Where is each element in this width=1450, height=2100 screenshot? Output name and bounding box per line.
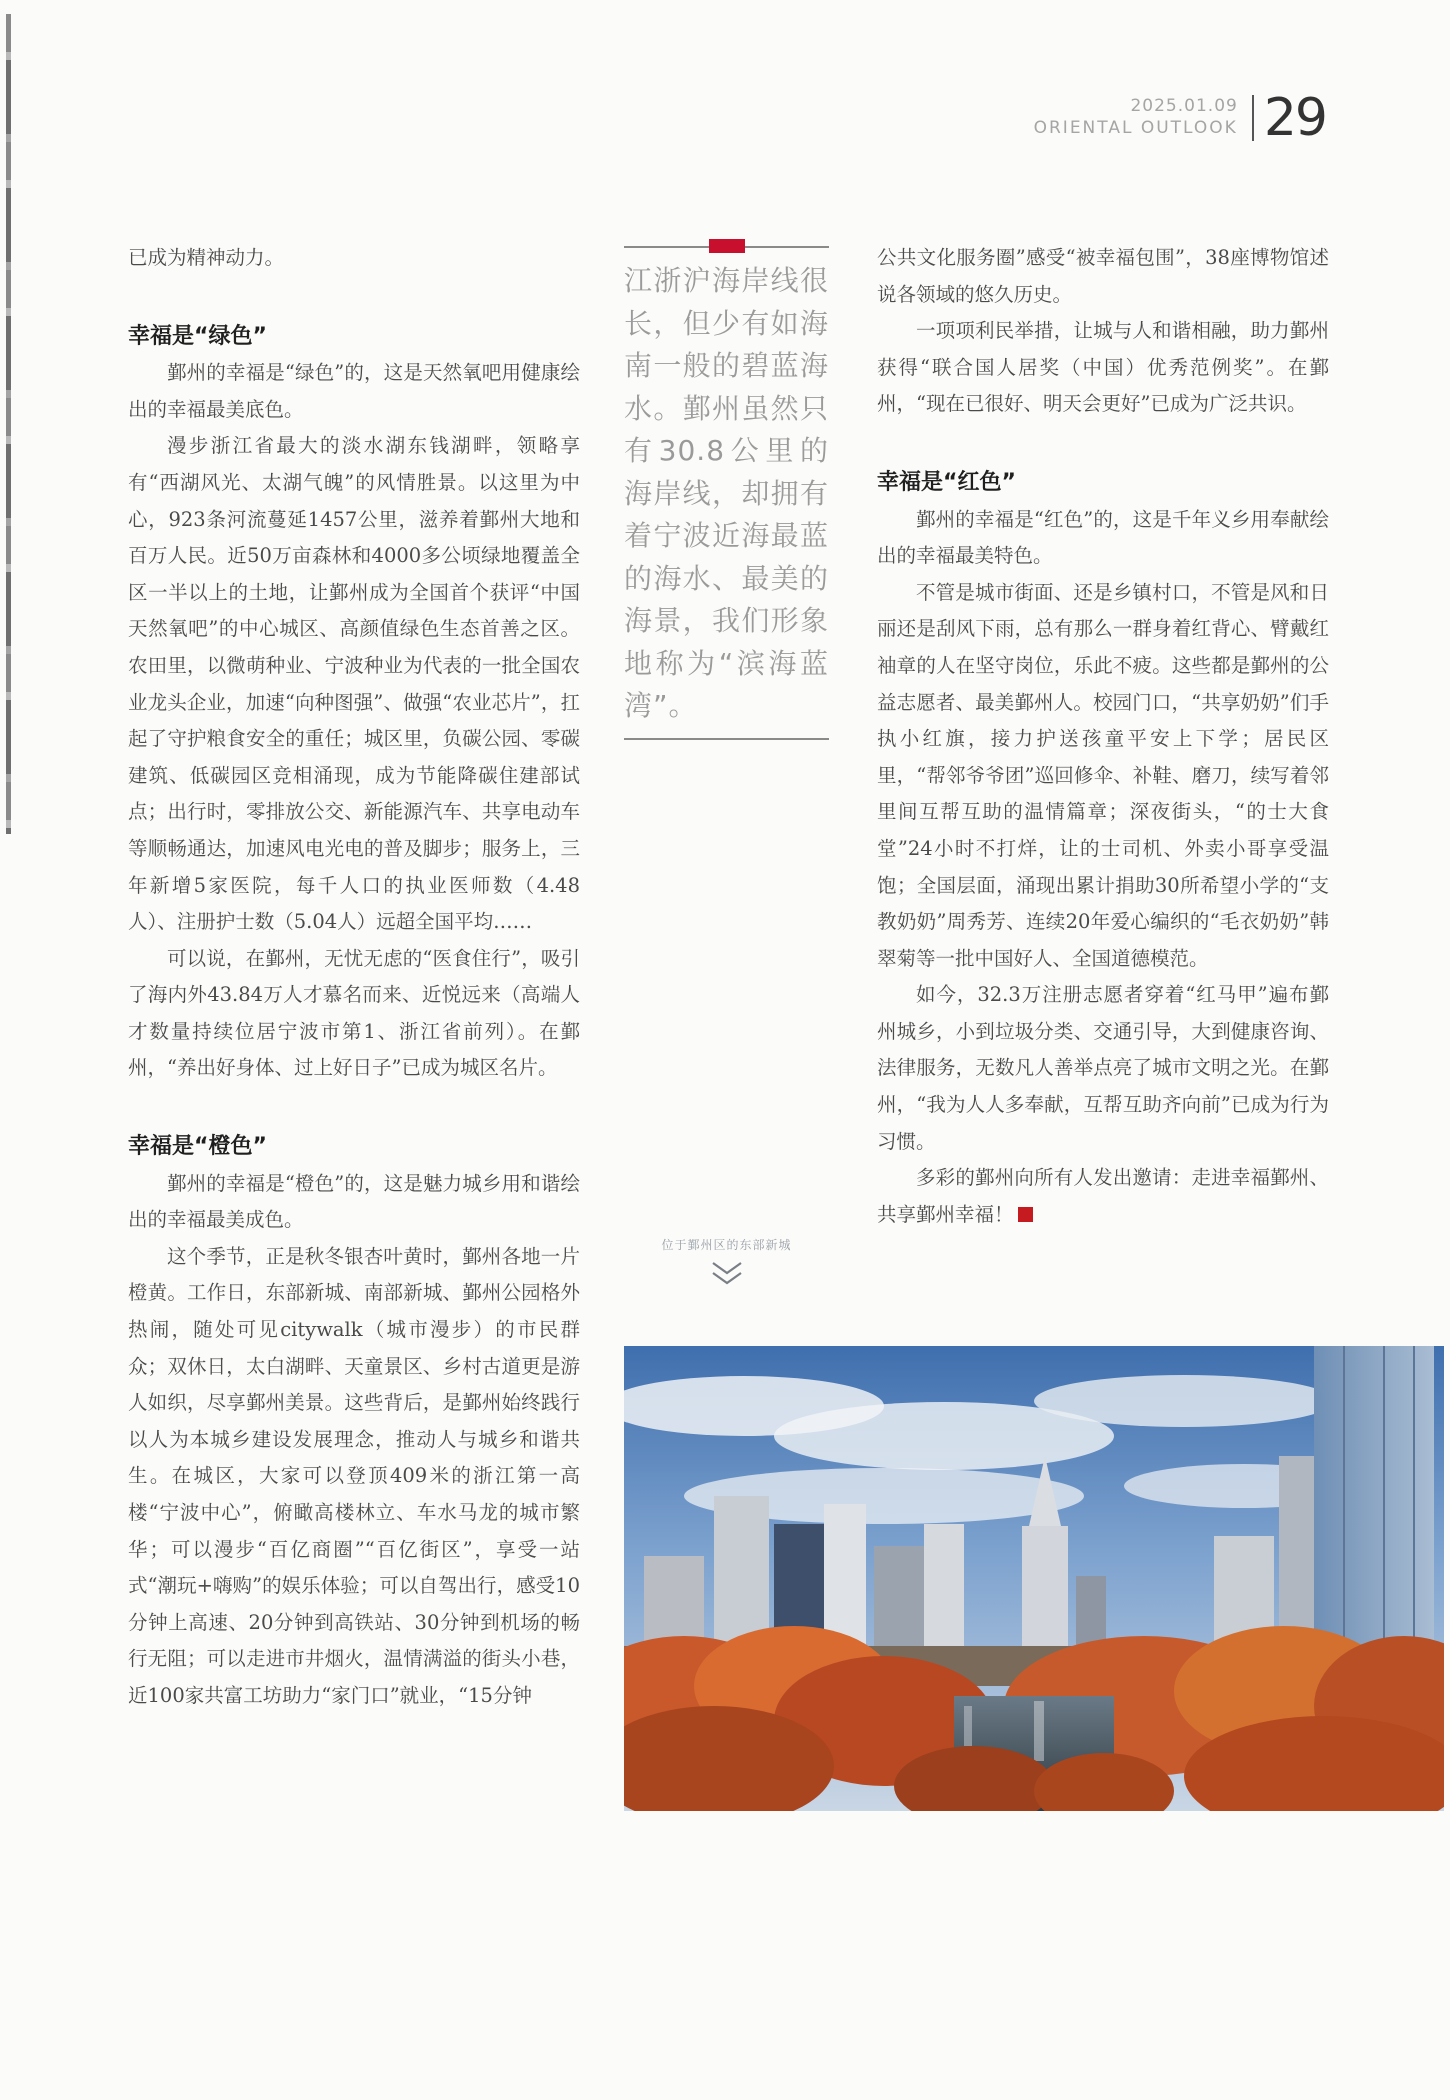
closing-text: 多彩的鄞州向所有人发出邀请：走进幸福鄞州、共享鄞州幸福！ bbox=[877, 1166, 1329, 1226]
body-paragraph: 如今，32.3万注册志愿者穿着“红马甲”遍布鄞州城乡，小到垃圾分类、交通引导，大到健康咨询、法律服务，无数凡人善举点亮了城市文明之光。在鄞州，“我为人人多奉献，互帮互助齐向前”已成为行为习惯。 bbox=[877, 983, 1329, 1153]
quote-bottom-rule bbox=[624, 738, 829, 740]
page-number: 29 bbox=[1263, 88, 1326, 148]
body-paragraph: 鄞州的幸福是“红色”的，这是千年义乡用奉献绘出的幸福最美特色。 bbox=[877, 507, 1329, 568]
pull-quote-text: 江浙沪海岸线很长，但少有如海南一般的碧蓝海水。鄞州虽然只有30.8公里的海岸线，却拥有着宁波近海最蓝的海水、最美的海景，我们形象地称为“滨海蓝湾”。 bbox=[624, 264, 829, 722]
header-divider bbox=[1252, 95, 1254, 141]
body-paragraph: 公共文化服务圈”感受“被幸福包围”，38座博物馆述说各领域的悠久历史。 bbox=[877, 246, 1329, 306]
body-paragraph: 漫步浙江省最大的淡水湖东钱湖畔，领略享有“西湖风光、太湖气魄”的风情胜景。以这里为中心，923条河流蔓延1457公里，滋养着鄞州大地和百万人民。近50万亩森林和4000多公顷绿地覆盖全区一半以上的土地，让鄞州成为全国首个获评“中国天然氧吧”的中心城区、高颜值绿色生态首善之区。农田里，以微萌种业、宁波种业为代表的一批全国农业龙头企业，加速“向种图强”、做强“农业芯片”，扛起了守护粮食安全的重任；城区里，负碳公园、零碳建筑、低碳园区竞相涌现，成为节能降碳住建部试点；出行时，零排放公交、新能源汽车、共享电动车等顺畅通达，加速风电光电的普及脚步；服务上，三年新增5家医院，每千人口的执业医师数（4.48人）、注册护士数（5.04人）远超全国平均…… bbox=[128, 434, 580, 934]
magazine-name: ORIENTAL OUTLOOK bbox=[1033, 118, 1238, 138]
page-binding-edge bbox=[6, 14, 11, 834]
pull-quote bbox=[624, 246, 829, 740]
body-paragraph: 鄞州的幸福是“绿色”的，这是天然氧吧用健康绘出的幸福最美底色。 bbox=[128, 361, 580, 421]
body-paragraph: 这个季节，正是秋冬银杏叶黄时，鄞州各地一片橙黄。工作日，东部新城、南部新城、鄞州公园格外热闹，随处可见citywalk（城市漫步）的市民群众；双休日，太白湖畔、天童景区、乡村古道更是游人如织，尽享鄞州美景。这些背后，是鄞州始终践行以人为本城乡建设发展理念，推动人与城乡和谐共生。在城区，大家可以登顶409米的浙江第一高楼“宁波中心”，俯瞰高楼林立、车水马龙的城市繁华；可以漫步“百亿商圈”“百亿街区”，享受一站式“潮玩+嗨购”的娱乐体验；可以自驾出行，感受10分钟上高速、20分钟到高铁站、30分钟到机场的畅行无阻；可以走进市井烟火，温情满溢的街头小巷，近100家共富工坊助力“家门口”就业，“15分钟 bbox=[128, 1244, 580, 1707]
body-paragraph: 一项项利民举措，让城与人和谐相融，助力鄞州获得“联合国人居奖（中国）优秀范例奖”。在鄞州，“现在已很好、明天会更好”已成为广泛共识。 bbox=[877, 319, 1329, 416]
photo-caption: 位于鄞州区的东部新城 bbox=[661, 1238, 792, 1252]
body-paragraph: 不管是城市街面、还是乡镇村口，不管是风和日丽还是刮风下雨，总有那么一群身着红背心、臂戴红袖章的人在坚守岗位，乐此不疲。这些都是鄞州的公益志愿者、最美鄞州人。校园门口，“共享奶奶”们手执小红旗，接力护送孩童平安上下学；居民区里，“帮邻爷爷团”巡回修伞、补鞋、磨刀，续写着邻里间互帮互助的温情篇章；深夜街头，“的士大食堂”24小时不打烊，让的士司机、外卖小哥享受温饱；全国层面，涌现出累计捐助30所希望小学的“支教奶奶”周秀芳、连续20年爱心编织的“毛衣奶奶”韩翠菊等一批中国好人、全国道德模范。 bbox=[877, 580, 1329, 970]
city-skyline-photo bbox=[624, 1346, 1444, 1811]
closing-paragraph bbox=[877, 1160, 1329, 1233]
right-column bbox=[877, 240, 1329, 1233]
left-column bbox=[128, 240, 580, 1715]
section-heading-green: 幸福是“绿色” bbox=[128, 323, 267, 349]
quote-accent-bar bbox=[709, 239, 745, 253]
end-mark-icon bbox=[1018, 1207, 1033, 1222]
photo-caption-hint bbox=[624, 1236, 829, 1293]
page-header bbox=[1033, 88, 1326, 148]
section-heading-orange: 幸福是“橙色” bbox=[128, 1134, 267, 1160]
quote-top-rule bbox=[624, 246, 829, 248]
section-heading-red: 幸福是“红色” bbox=[877, 469, 1016, 495]
double-chevron-down-icon bbox=[624, 1259, 829, 1293]
intro-paragraph: 已成为精神动力。 bbox=[128, 246, 285, 269]
issue-date: 2025.01.09 bbox=[1130, 96, 1238, 116]
body-paragraph: 鄞州的幸福是“橙色”的，这是魅力城乡用和谐绘出的幸福最美成色。 bbox=[128, 1171, 580, 1232]
issue-info bbox=[1034, 96, 1238, 140]
body-paragraph: 可以说，在鄞州，无忧无虑的“医食住行”，吸引了海内外43.84万人才慕名而来、近悦远来（高端人才数量持续位居宁波市第1、浙江省前列）。在鄞州，“养出好身体、过上好日子”已成为城区名片。 bbox=[128, 946, 580, 1080]
